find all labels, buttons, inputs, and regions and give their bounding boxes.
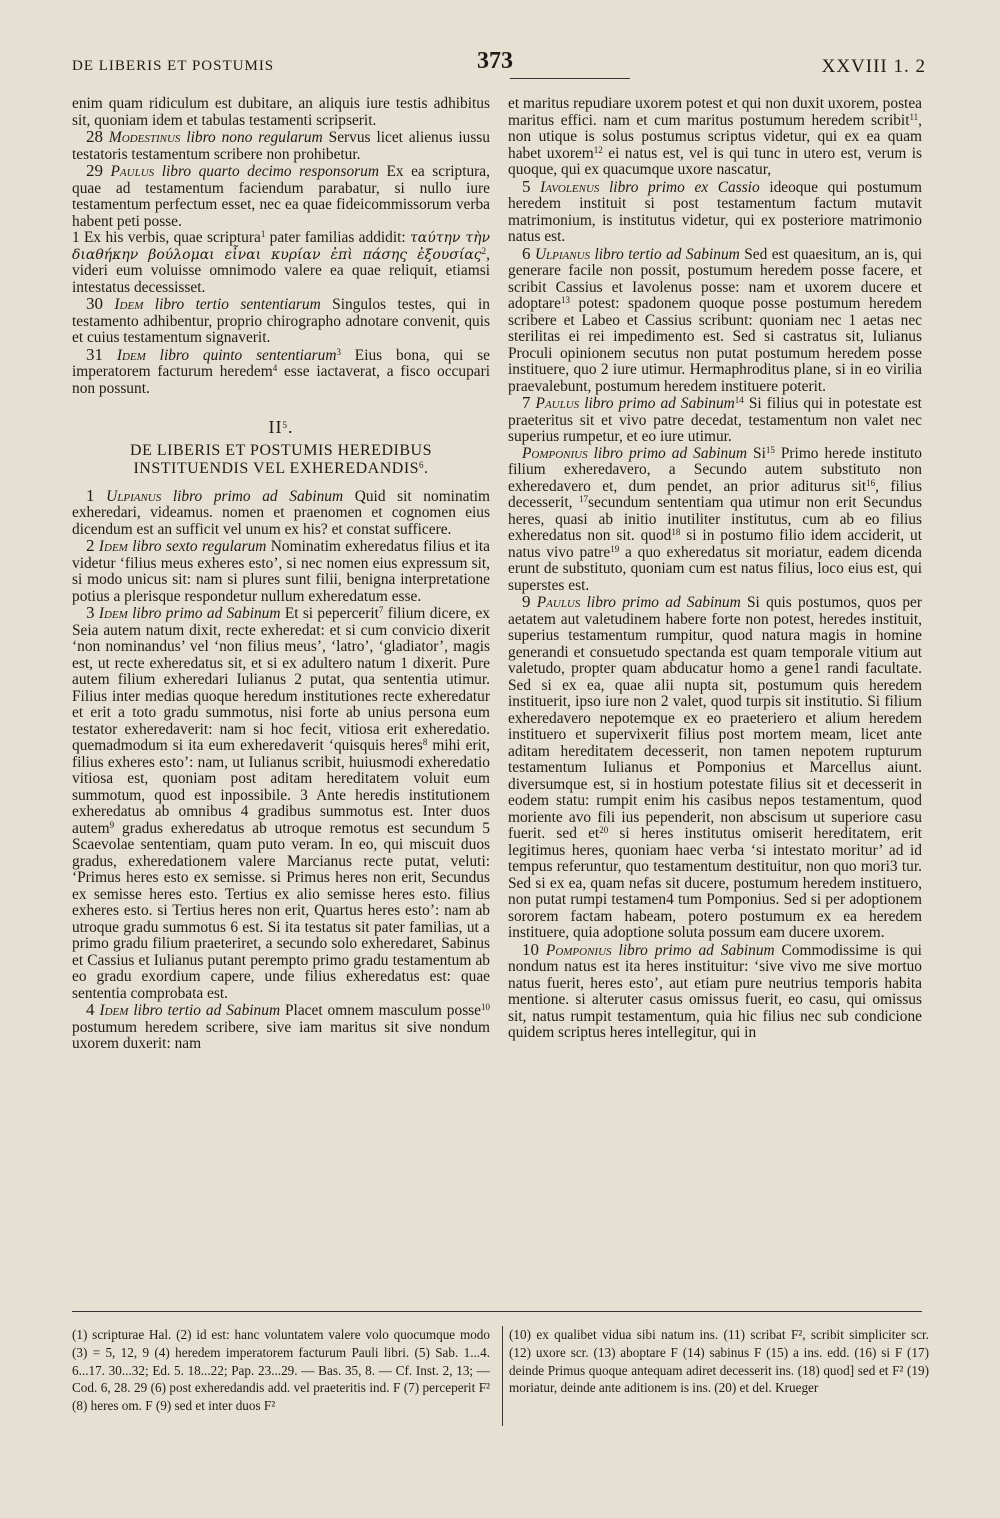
- running-head: [72, 48, 926, 88]
- fragment-text: Nominatim exheredatus filius et ita videtur ‘filius meus exheres esto’, si nec nomen eius expressum sit, si modo unicus sit: nam si plures sunt filii, benigna interpretatione potius a plerisque respondetur nullum exheredatum esse.: [72, 538, 491, 605]
- fragment-text: Placet omnem masculum posse: [285, 1002, 481, 1019]
- fragment-author: Idem: [98, 538, 128, 555]
- page-number: 373: [477, 48, 513, 74]
- footnote-text: (1) scripturae Hal. (2) id est: hanc voluntatem valere volo quocumque modo (3) = 5, 12, 9 (4) heredem imperatorem facturum Pauli libri. (5) Sab. 1...4. 6...17. 30...32; Ed. 5. 18...22; Pap. 23...29. — Bas. 35, 8. — Cf. Inst. 2, 13; — Cod. 6, 28. 29 (6) post exheredandis add. vel praeteritis ind. F (7) perceperit F² (8) heres om. F (9) sed et inter duos F²: [72, 1327, 490, 1414]
- footnote-ref: 18: [671, 527, 681, 537]
- title-text-content: DE LIBERIS ET POSTUMIS HEREDIBUS INSTITUENDIS VEL EXHEREDANDIS: [130, 441, 432, 477]
- fragment-author: Iavolenus: [540, 178, 600, 196]
- fragment-text: postumum heredem scribere, sive iam maritus sit sive nondum uxorem duxerit: nam: [72, 1018, 490, 1052]
- fragment-text: gradus exheredatus ab utroque remotus est secundum 5 Scaevolae sententiam, quam puto veram. In eo, qui miscuit duos gradus, exheredationem valere Marcianus recte putat, veluti: ‘Primus heres esto ex semisse. si Primus heres non erit, Secundus ex semisse heres esto. Tertius ex alio semisse heres esto. filius exheres esto. si Tertius heres non erit, Quartus heres esto’: nam ab utroque gradu summotus 6 est. Si ita testatus sit pater familias, ut a primo gradu filium praeteriret, a secundo solo exheredaret, Sabinus et Cassius et Iulianus putant perempto primo gradu testamentum ab eo gradu exordium capere, unde filius exheredatus est: quae sententia comprobata est.: [72, 819, 490, 1002]
- fragment-29-1: [72, 230, 490, 296]
- fragment-book: libro tertio sententiarum: [154, 296, 321, 313]
- footnote-ref: 17: [579, 494, 589, 504]
- fragment-10: [508, 939, 922, 1042]
- fragment-text: Si filius qui in potestate est praeteritus sit et vivo patre decedat, testamentum non valet nec superius rumpetur, et eo iure utimur.: [508, 395, 922, 445]
- title-heading: [72, 419, 490, 478]
- footnote-ref: 1: [260, 229, 266, 239]
- greek-quotation: ταύτην τὴν διαθήκην βούλομαι εἶναι κυρίαν ἐπὶ πάσης ἐξουσίας: [72, 230, 490, 263]
- fragment-book: libro quarto decimo responsorum: [161, 163, 379, 180]
- fragment-text: et maritus repudiare uxorem potest et qui non duxit uxorem, postea maritus effici. nam et cum maritus postumum heredem scribit: [508, 95, 922, 129]
- footnote-ref: 8: [422, 737, 428, 747]
- fragment-author: Idem: [99, 1002, 129, 1019]
- fragment-number: 1: [86, 485, 95, 505]
- fragment-text: si in postumo filio idem acciderit, ut natus vivo patre: [508, 527, 923, 561]
- fragment-number: 3: [86, 603, 95, 622]
- fragment-author: Paulus: [536, 594, 581, 611]
- fragment-author: Pomponius: [545, 941, 612, 959]
- fragment-text: Servus licet alienus iussu testatoris testamentum scribere non prohibetur.: [72, 129, 490, 163]
- running-head-left: DE LIBERIS ET POSTUMIS: [72, 58, 275, 74]
- fragment-book: libro primo ad Sabinum: [172, 487, 344, 505]
- fragment-31: [72, 344, 490, 398]
- fragment-author: Idem: [114, 296, 144, 313]
- fragment-book: libro tertio ad Sabinum: [133, 1002, 281, 1019]
- paragraph-continuation: [508, 96, 922, 179]
- paragraph-continuation: enim quam ridiculum est dubitare, an aliquis iure testis adhibitus sit, quoniam idem et tabulas testamenti scripserit.: [72, 95, 490, 129]
- fragment-number: 5: [522, 176, 531, 196]
- title-number-text: II: [268, 417, 283, 437]
- footnotes-right: [502, 1326, 929, 1426]
- footnote-ref: 13: [560, 295, 570, 305]
- fragment-author: Ulpianus: [534, 245, 591, 263]
- fragment-text: mihi erit, filius exheres esto’: nam, ut Iulianus scribit, huiusmodi exheredatio vitiosa est, quoniam post aditam hereditatem voluit eum summotum, quod est inpossibile. 3 Ante heredis institutionem exheredatus ab omnibus 4 gradibus summotus est. Inter duos autem: [72, 737, 490, 837]
- fragment-number: 10: [522, 939, 539, 959]
- fragment-text: , filius decesserit,: [508, 477, 922, 511]
- fragment-text: Sed est quaesitum, an is, qui generare facile non possit, postumum heredem posse facere, et scribit Cassius et Iavolenus posse: nam et uxorem ducere et adoptare: [508, 245, 922, 312]
- footnote-ref: 20: [599, 825, 609, 835]
- fragment-3: [72, 605, 490, 1002]
- fragment-4: [72, 1002, 490, 1053]
- fragment-book: libro tertio ad Sabinum: [594, 245, 740, 263]
- fragment-6: [508, 243, 922, 396]
- title-number: $II^5$.: [268, 417, 294, 437]
- fragment-text: Commodissime is qui nondum natus est ita heres instituitur: ‘sive vivo me sive mortuo natus fuerit, heres esto’, aut etiam pure neutrius temporis habita mentione. si alteruter casus omissus fuerit, eo casu, qui omissus sit, natus rumpit testamentum, quia hic filius nec sub condicione quidem scriptus heres intellegitur, qui in: [508, 941, 922, 1041]
- footnote-rule: [72, 1311, 922, 1312]
- fragment-author: Idem: [98, 605, 128, 622]
- footnote-ref: 19: [610, 543, 620, 554]
- footnote-ref: 10: [481, 1002, 490, 1012]
- footnote-ref: 3: [336, 346, 341, 357]
- fragment-text: , non utique is solus postumus scriptus videtur, qui ex ea quam habet uxorem: [508, 111, 922, 162]
- fragment-book: libro primo ad Sabinum: [584, 395, 735, 412]
- fragment-30: [72, 296, 490, 347]
- fragment-9: [508, 594, 922, 942]
- fragment-book: libro sexto regularum: [132, 538, 267, 555]
- fragment-2: [72, 538, 490, 605]
- fragment-text: Ex ea scriptura, quae ad testamentum faciendum parabatur, si nullo iure testamentum perfectum esset, nec ea quae fideicommissorum verba habent peti posse.: [72, 163, 490, 230]
- fragment-book: libro primo ad Sabinum: [132, 605, 281, 622]
- fragment-author: Pomponius: [522, 444, 588, 462]
- footnote-ref: 7: [378, 605, 384, 615]
- fragment-28: [72, 129, 490, 163]
- footnote-ref: 16: [866, 477, 876, 488]
- fragment-5: [508, 176, 922, 246]
- fragment-book: libro quinto sententiarum: [159, 346, 337, 364]
- fragment-book: libro primo ad Sabinum: [593, 444, 748, 462]
- fragment-text: Eius bona, qui se imperatorem facturum heredem: [72, 346, 490, 380]
- left-column: [72, 96, 490, 1053]
- footnote-ref: 4: [272, 363, 278, 373]
- title-text: DE LIBERIS ET POSTUMIS HEREDIBUS INSTITUENDIS VEL EXHEREDANDIS$^6$.: [130, 441, 432, 477]
- fragment-text: , videri eum voluisse omnimodo valere ea quae reliquit, etiamsi intestatus decessisset.: [72, 245, 490, 296]
- fragment-text: a quo exheredatus sit moriatur, eadem dicenda erunt de substituto, quoniam cum est natus filius, loco eius est, qui superstes est.: [508, 543, 922, 594]
- fragment-author: Paulus: [110, 163, 155, 180]
- fragment-book: libro primo ad Sabinum: [618, 941, 775, 959]
- fragment-number: 7: [522, 393, 531, 412]
- fragment-29: [72, 163, 490, 230]
- fragment-text: ideoque qui postumum heredem instituit si post testamentum factum mutavit matrimonium, is institutus videtur, qui ex posteriore matrimonio natus est.: [508, 178, 922, 245]
- fragment-author: Ulpianus: [106, 487, 162, 505]
- right-column: [508, 96, 922, 1042]
- running-head-right: XXVIII 1. 2: [821, 56, 926, 77]
- fragment-7: [508, 395, 922, 446]
- fragment-text: secundum sententiam qua utimur non erit Secundus heres, quasi ab initio inutiliter institutus, cum ab eo filius exheredatus non sit. quod: [508, 494, 922, 544]
- fragment-8: [508, 446, 922, 595]
- fragment-author: Paulus: [535, 395, 580, 412]
- fragment-text: 1 Ex his verbis, quae scriptura: [72, 229, 261, 246]
- fragment-text: Primo herede instituto filium exheredavero, a Secundo autem substituto non exheredavero et, dum pendet, an prior aditurus sit: [508, 444, 922, 495]
- fragment-book: libro primo ex Cassio: [609, 178, 760, 196]
- fragment-book: libro primo ad Sabinum: [586, 594, 741, 611]
- footnote-ref: 15: [765, 444, 775, 455]
- fragment-number: 28: [86, 127, 103, 146]
- fragment-author: Modestinus: [108, 129, 181, 146]
- fragment-number: 2: [86, 536, 95, 555]
- footnote-ref: 11: [909, 111, 919, 122]
- footnote-ref: 5: [282, 420, 288, 430]
- fragment-text: Singulos testes, qui in testamento adhibentur, proprio chirographo adnotare convenit, quis et cuius testamentum signaverit.: [72, 296, 490, 346]
- fragment-book: libro nono regularum: [186, 129, 323, 146]
- fragment-text: filium dicere, ex Seia autem natum dixit, recte exheredat: et si cum convicio dixerit ‘non nominandus’ vel ‘non filius meus’, ‘latro’, ‘gladiator’, magis est, ut recte exheredatus sit, et si ex adultero natum 1 dixerit. Pure autem filium exheredari Iulianus 2 putat, qua sententia utimur. Filius inter medias quoque heredum institutiones recte exheredatur et erit a toto gradu summotus, nisi forte ab unius persona eum testator exheredaverit: nam si hoc fecit, vitiosa erit exheredatio. quemadmodum si ita eum exheredaverit ‘quisquis heres: [72, 605, 490, 754]
- fragment-number: 4: [86, 1000, 95, 1019]
- fragment-number: 31: [86, 344, 103, 364]
- footnote-ref: 12: [593, 144, 603, 155]
- fragment-text: esse iactaverat, a fisco occupari non possunt.: [72, 363, 490, 397]
- fragment-text: potest: spadonem quoque posse postumum heredem scribere et Labeo et Cassius scribunt: quoniam nec 1 aetas nec sterilitas ei rei impedimento est. Sed si castratus sit, Iulianus Proculi opinionem secutus non putat postumum heredem posse instituere, quo 2 iure utimur. Hermaphroditus plane, si in eo virilia praevalebunt, postumum heredem instituere poterit.: [508, 295, 922, 395]
- fragment-text: Quid sit nominatim exheredari, videamus. nomen et praenomen et cognomen eius dicendum est an sufficit vel unum ex his? et constat sufficere.: [72, 487, 490, 538]
- footnote-ref: 6: [419, 459, 425, 470]
- fragment-text: Et si pepercerit: [284, 605, 379, 622]
- footnotes-left: [72, 1326, 490, 1415]
- fragment-text: pater familias addidit:: [269, 229, 406, 246]
- fragment-text: Si: [753, 444, 766, 462]
- fragment-number: 6: [522, 243, 531, 263]
- fragment-text: Si quis postumos, quos per aetatem aut valetudinem habere forte non potest, heredes instituit, superius testamentum rumpitur, quod natura magis in homine generandi et consuetudo spectanda est quam temporale vitium aut valetudo, propter quam abducatur homo a gene1 randi facultate. Sed si ex ea, quae alii nupta sit, postumum quis heredem instituerit, ipso iure non 2 valet, quod turpis sit institutio. Si filium exheredavero nepotemque ex eo praeteriero et alium heredem instituero et supervixerit filius post mortem meam, licet ante aditam hereditatem decesserit, non tamen nepotem rupturum testamentum Iulianus et Pomponius et Marcellus aiunt. diversumque est, si in hostium potestate filius sit et decesserit in eodem statu: rumpit enim his casibus nepos testamentum, quod moriente avo fili ius pependerit, non abscisum ut superiore casu fuerit. sed et: [508, 594, 923, 842]
- fragment-text: ei natus est, vel is qui tunc in utero est, verum is quoque, qui ex quacumque uxore nascatur,: [508, 144, 922, 178]
- footnote-ref: 9: [109, 819, 115, 830]
- fragment-number: 9: [522, 592, 531, 611]
- footnote-text: (10) ex qualibet vidua sibi natum ins. (11) scribat F², scribit simpliciter scr. (12) uxore scr. (13) aboptare F (14) sabinus F (15) a ins. edd. (16) si F (17) deinde Primus quoque antequam adiret decesserit ins. (18) quod] sed et F² (19) moriatur, deinde ante aditionem is ins. (20) et del. Krueger: [509, 1327, 929, 1396]
- fragment-1: [72, 485, 490, 539]
- fragment-number: 30: [86, 294, 103, 313]
- footnote-ref: 2: [481, 245, 487, 256]
- page-number-rule: [510, 78, 630, 79]
- fragment-number: 29: [86, 161, 103, 180]
- fragment-author: Idem: [116, 346, 146, 364]
- fragment-text: si heres institutus omiserit hereditatem, erit legitimus heres, quoniam haec verba ‘si intestato moritur’ ad id tempus referuntur, quo testamentum destituitur, non quo mori3 tur. Sed si ex ea, quam nefas sit ducere, postumum heredem instituero, non putat rumpi testamen4 tum Pomponius. Sed si per adoptionem sororem factam habeam, potero postumum ex ea heredem instituere, quia adoptione soluta possum eam ducere uxorem.: [508, 825, 923, 941]
- footnote-ref: 14: [734, 395, 744, 405]
